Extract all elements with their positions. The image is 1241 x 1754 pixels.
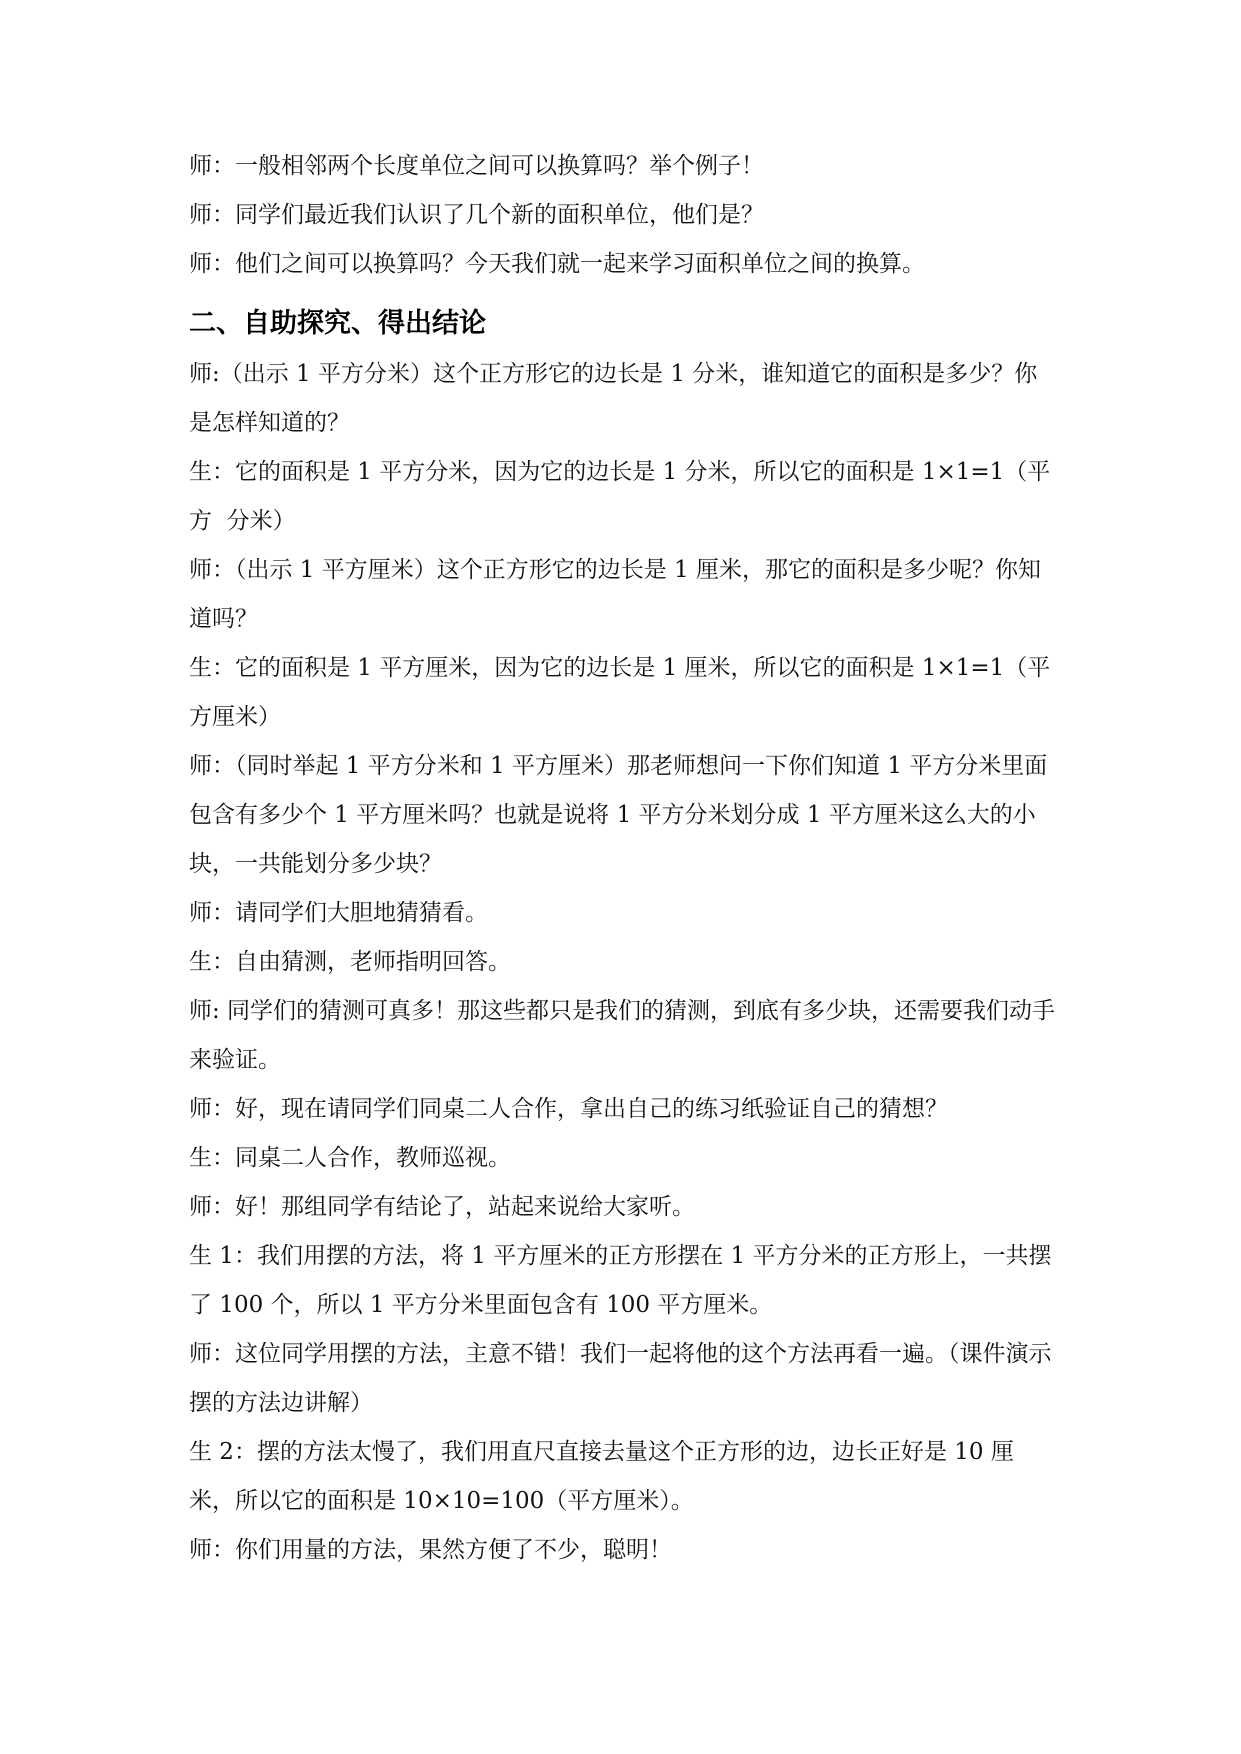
body-paragraph-14: 生 2：摆的方法太慢了，我们用直尺直接去量这个正方形的边，边长正好是 10 厘米，所以它的面积是 10×10=100（平方厘米）。	[189, 1439, 1014, 1514]
body-paragraph-1: 师:（出示 1 平方分米）这个正方形它的边长是 1 分米，谁知道它的面积是多少？你是怎样知道的？	[189, 361, 1038, 436]
document-body	[189, 142, 1059, 1575]
body-paragraph-5: 师：（同时举起 1 平方分米和 1 平方厘米）那老师想问一下你们知道 1 平方分米里面包含有多少个 1 平方厘米吗？也就是说将 1 平方分米划分成 1 平方厘米这么大的小块，一共能划分多少块？	[189, 753, 1048, 877]
body-paragraph-9: 师：好，现在请同学们同桌二人合作，拿出自己的练习纸验证自己的猜想？	[189, 1096, 948, 1122]
body-paragraph-13: 师：这位同学用摆的方法，主意不错！我们一起将他的这个方法再看一遍。（课件演示摆的方法边讲解）	[189, 1341, 1052, 1416]
body-paragraph-12: 生 1：我们用摆的方法，将 1 平方厘米的正方形摆在 1 平方分米的正方形上，一共摆了 100 个，所以 1 平方分米里面包含有 100 平方厘米。	[189, 1243, 1052, 1318]
section-heading: 二、自助探究、得出结论	[189, 308, 486, 339]
body-paragraph-3: 师：（出示 1 平方厘米）这个正方形它的边长是 1 厘米，那它的面积是多少呢？你知道吗？	[189, 557, 1042, 632]
intro-paragraph-2: 师：同学们最近我们认识了几个新的面积单位，他们是？	[189, 202, 764, 228]
body-paragraph-10: 生：同桌二人合作，教师巡视。	[189, 1145, 511, 1171]
body-paragraph-7: 生：自由猜测，老师指明回答。	[189, 949, 511, 975]
body-paragraph-15: 师：你们用量的方法，果然方便了不少，聪明！	[189, 1537, 672, 1563]
body-paragraph-8: 师: 同学们的猜测可真多！那这些都只是我们的猜测，到底有多少块，还需要我们动手来验证。	[189, 998, 1056, 1073]
body-paragraph-2: 生：它的面积是 1 平方分米，因为它的边长是 1 分米，所以它的面积是 1×1=1（平方 分米）	[189, 459, 1051, 534]
body-paragraph-6: 师：请同学们大胆地猜猜看。	[189, 900, 488, 926]
body-paragraph-11: 师：好！那组同学有结论了，站起来说给大家听。	[189, 1194, 695, 1220]
intro-paragraph-1: 师：一般相邻两个长度单位之间可以换算吗？举个例子！	[189, 153, 764, 179]
body-paragraph-4: 生：它的面积是 1 平方厘米，因为它的边长是 1 厘米，所以它的面积是 1×1=1（平方厘米）	[189, 655, 1051, 730]
intro-paragraph-3: 师：他们之间可以换算吗？今天我们就一起来学习面积单位之间的换算。	[189, 251, 925, 277]
